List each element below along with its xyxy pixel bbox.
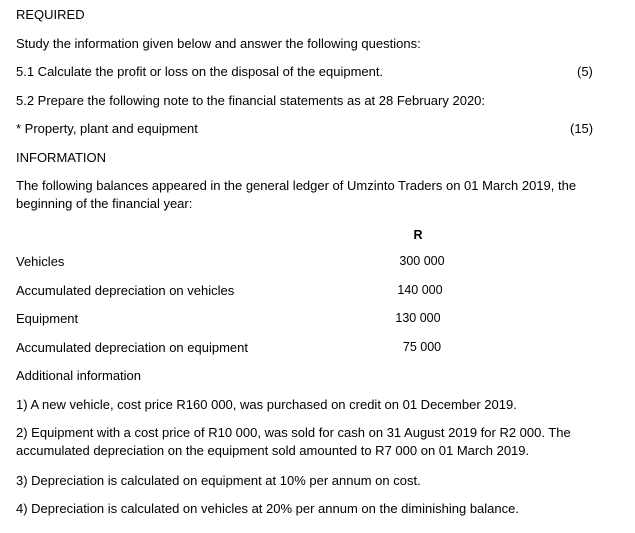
- balance-label-acc-dep-vehicles: Accumulated depreciation on vehicles: [16, 283, 235, 298]
- question-5-1: 5.1 Calculate the profit or loss on the disposal of the equipment.: [16, 64, 384, 79]
- question-5-2: 5.2 Prepare the following note to the financial statements as at 28 February 2020:: [16, 93, 486, 108]
- balance-label-equipment: Equipment: [16, 311, 79, 326]
- additional-item-2: 2) Equipment with a cost price of R10 000, was sold for cash on 31 August 2019 for R2 000. The accumulated depreciation on the equipment sold amounted to R7 000 on 01 March 2019.: [16, 425, 571, 458]
- question-5-1-marks: (5): [577, 64, 593, 79]
- information-intro: The following balances appeared in the general ledger of Umzinto Traders on 01 March 2019, the beginning of the financial year:: [16, 178, 577, 211]
- required-heading: REQUIRED: [16, 7, 85, 22]
- additional-item-3: 3) Depreciation is calculated on equipment at 10% per annum on cost.: [16, 473, 421, 488]
- additional-heading: Additional information: [16, 368, 142, 383]
- balance-amount-vehicles: 300 000: [399, 254, 445, 268]
- balance-amount-acc-dep-equipment: 75 000: [402, 340, 442, 354]
- question-5-2-note: * Property, plant and equipment: [16, 121, 198, 136]
- balance-label-acc-dep-equipment: Accumulated depreciation on equipment: [16, 340, 248, 355]
- additional-item-4: 4) Depreciation is calculated on vehicles at 20% per annum on the diminishing balance.: [16, 501, 519, 516]
- intro-text: Study the information given below and answer the following questions:: [16, 36, 421, 51]
- question-5-2-marks: (15): [570, 121, 594, 136]
- balance-label-vehicles: Vehicles: [16, 254, 65, 269]
- currency-header: R: [413, 228, 423, 242]
- balance-amount-equipment: 130 000: [395, 311, 441, 325]
- additional-item-1: 1) A new vehicle, cost price R160 000, was purchased on credit on 01 December 2019.: [16, 397, 517, 412]
- balance-amount-acc-dep-vehicles: 140 000: [397, 283, 443, 297]
- information-heading: INFORMATION: [16, 150, 107, 165]
